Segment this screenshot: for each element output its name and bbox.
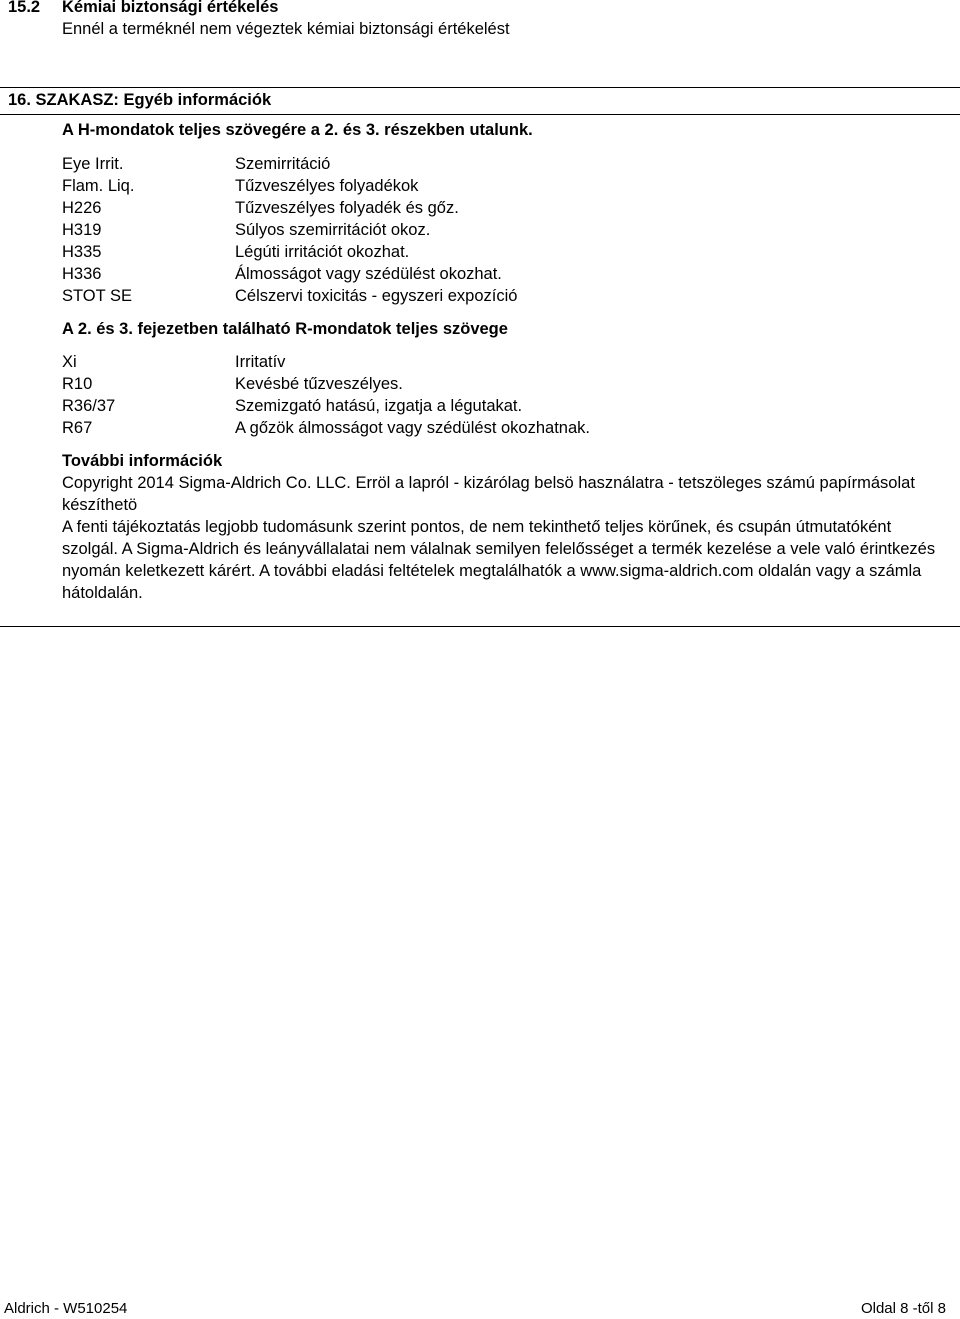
h-code: Eye Irrit. [62, 155, 124, 173]
rule-bottom [0, 114, 960, 115]
disclaimer-text: A fenti tájékoztatás legjobb tudomásunk szerint pontos, de nem tekinthető teljes körűnek, és csupán útmutatóként szolgál. A Sigma-Aldrich és leányvállalatai nem válalnak semilyen felelősséget a termék kezelése a vele való érintkezés nyomán keletkezett kárért. A további eladási feltételek megtalálhatók a www.sigma-aldrich.com oldalán vagy a számla hátoldalán. [62, 518, 936, 602]
h-code: STOT SE [62, 287, 132, 305]
r-text: Szemizgató hatású, izgatja a légutakat. [235, 397, 523, 415]
h-text: Célszervi toxicitás - egyszeri expozíció [235, 287, 518, 305]
h-code: H335 [62, 243, 102, 261]
h-statements-intro: A H-mondatok teljes szövegére a 2. és 3. részekben utalunk. [62, 121, 533, 139]
footer-left: Aldrich - W510254 [4, 1300, 128, 1317]
r-statements-heading: A 2. és 3. fejezetben található R-mondatok teljes szövege [62, 320, 508, 338]
r-code: R10 [62, 375, 93, 393]
h-code: H319 [62, 221, 102, 239]
rule-end [0, 626, 960, 627]
r-code: R36/37 [62, 397, 116, 415]
r-text: Kevésbé tűzveszélyes. [235, 375, 403, 393]
r-text: Irritatív [235, 353, 286, 371]
h-text: Tűzveszélyes folyadék és gőz. [235, 199, 459, 217]
r-text: A gőzök álmosságot vagy szédülést okozhatnak. [235, 419, 590, 437]
rule-top [0, 87, 960, 88]
section-heading-16: 16. SZAKASZ: Egyéb információk [8, 91, 272, 109]
h-text: Légúti irritációt okozhat. [235, 243, 410, 261]
h-code: H226 [62, 199, 102, 217]
h-code: H336 [62, 265, 102, 283]
h-text: Súlyos szemirritációt okoz. [235, 221, 431, 239]
section-text-15-2: Ennél a terméknél nem végeztek kémiai biztonsági értékelést [62, 20, 510, 38]
r-code: Xi [62, 353, 77, 371]
copyright-text: Copyright 2014 Sigma-Aldrich Co. LLC. Erröl a lapról - kizárólag belsö használatra - tetszöleges számú papírmásolat készíthetö [62, 474, 915, 514]
h-code: Flam. Liq. [62, 177, 135, 195]
further-info-heading: További információk [62, 452, 223, 470]
h-text: Szemirritáció [235, 155, 331, 173]
footer-right: Oldal 8 -től 8 [860, 1300, 946, 1317]
section-title-15-2: Kémiai biztonsági értékelés [62, 0, 279, 16]
section-number-15-2: 15.2 [8, 0, 41, 16]
h-text: Tűzveszélyes folyadékok [235, 177, 419, 195]
r-code: R67 [62, 419, 93, 437]
h-text: Álmosságot vagy szédülést okozhat. [235, 265, 502, 283]
